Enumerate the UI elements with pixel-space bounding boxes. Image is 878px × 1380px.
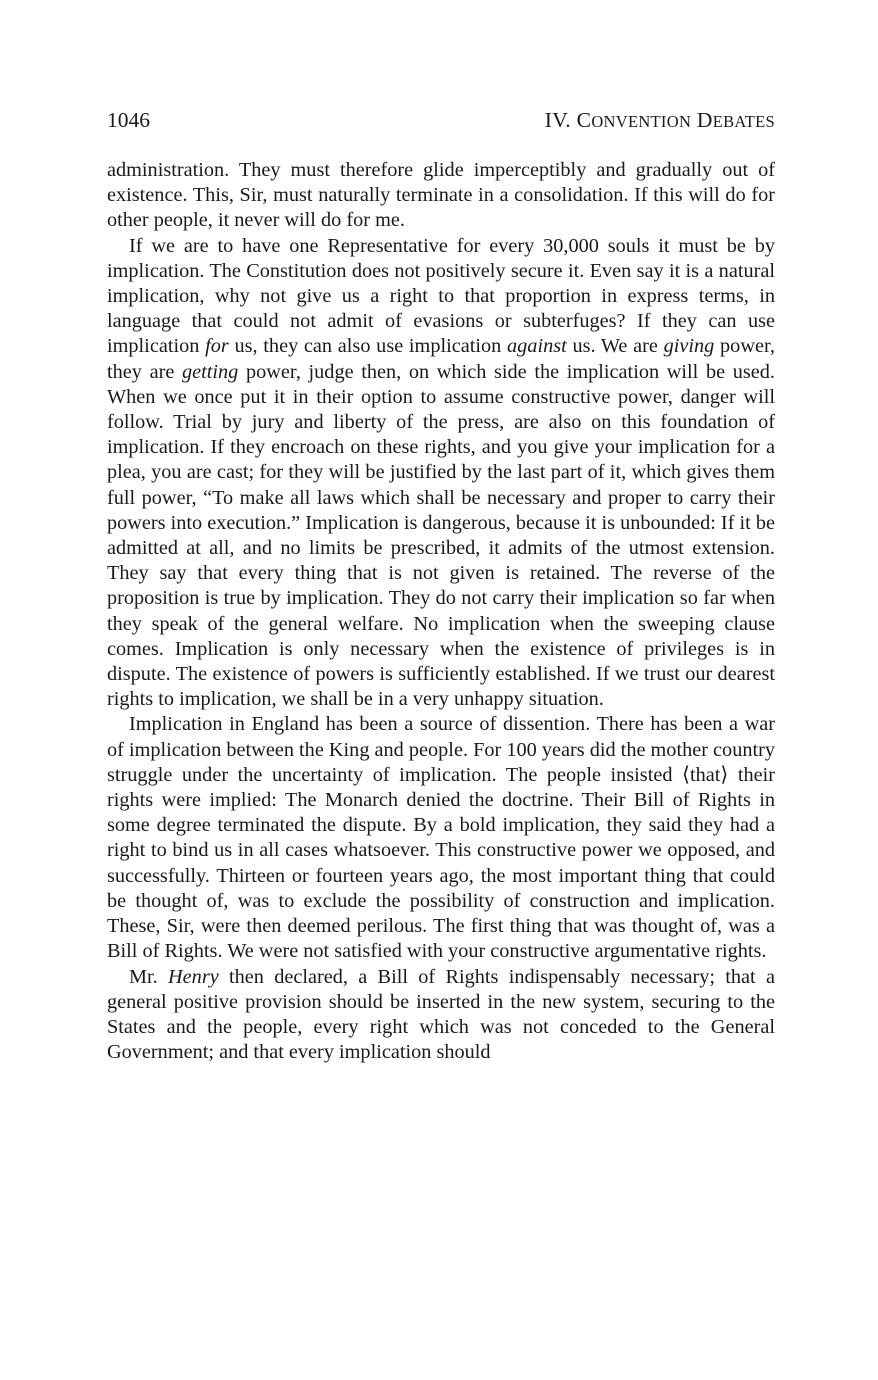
book-page	[107, 108, 775, 1065]
text-run: Implication in England has been a source of dissention. There has been a war of implication between the King and people. For 100 years did the mother country struggle under the uncertainty of implication. The people insisted ⟨that⟩ their rights were implied: The Monarch denied the doctrine. Their Bill of Rights in some degree terminated the dispute. By a bold implication, they said they had a right to bind us in all cases whatsoever. This constructive power we opposed, and successfully. Thirteen or fourteen years ago, the most important thing that could be thought of, was to exclude the possibility of construction and implication. These, Sir, were then deemed perilous. The first thing that was thought of, was a Bill of Rights. We were not satisfied with your constructive argumentative rights.	[107, 713, 775, 963]
section-title: IV. CONVENTION DEBATES	[544, 108, 775, 132]
text-run: us, they can also use implication	[228, 335, 508, 358]
running-head	[107, 108, 775, 142]
text-run: power, judge then, on which side the implication will be used. When we once put it in their option to assume constructive power, danger will follow. Trial by jury and liberty of the press, are also on this foundation of implication. If they encroach on these rights, and you give your implication for a plea, you are cast; for they will be justified by the last part of it, which gives them full power, “To make all laws which shall be necessary and proper to carry their powers into execution.” Implication is dangerous, because it is unbounded: If it be admitted at all, and no limits be prescribed, it admits of the utmost extension. They say that every thing that is not given is retained. The reverse of the proposition is true by implication. They do not carry their implication so far when they speak of the general welfare. No implication when the sweeping clause comes. Implication is only necessary when the existence of privileges is in dispute. The existence of powers is sufficiently established. If we trust our dearest rights to implication, we shall be in a very unhappy situation.	[107, 360, 775, 711]
page-number: 1046	[107, 108, 150, 132]
text-run: administration. They must therefore glide imperceptibly and gradually out of existence. This, Sir, must naturally terminate in a consolidation. If this will do for other people, it never will do for me.	[107, 159, 775, 232]
italic-text: for	[205, 335, 229, 358]
body-text	[107, 158, 775, 1065]
paragraph	[107, 158, 775, 234]
italic-text: giving	[663, 335, 715, 358]
paragraph	[107, 234, 775, 713]
paragraph	[107, 965, 775, 1066]
paragraph	[107, 712, 775, 964]
italic-text: Henry	[168, 965, 219, 988]
text-run: Mr.	[129, 965, 169, 988]
text-run: then declared, a Bill of Rights indispensably necessary; that a general positive provision should be inserted in the new system, securing to the States and the people, every right which was not conceded to the General Government; and that every implication should	[107, 965, 775, 1064]
text-run: us. We are	[566, 335, 664, 358]
italic-text: getting	[181, 360, 239, 383]
text-run: If we are to have one Representative for every 30,000 souls it must be by implication. The Constitution does not positively secure it. Even say it is a natural implication, why not give us a right to that proportion in express terms, in language that could not admit of evasions or subterfuges? If they can use implication	[107, 234, 775, 358]
text-run: power, they are	[107, 335, 775, 383]
italic-text: against	[507, 335, 567, 358]
